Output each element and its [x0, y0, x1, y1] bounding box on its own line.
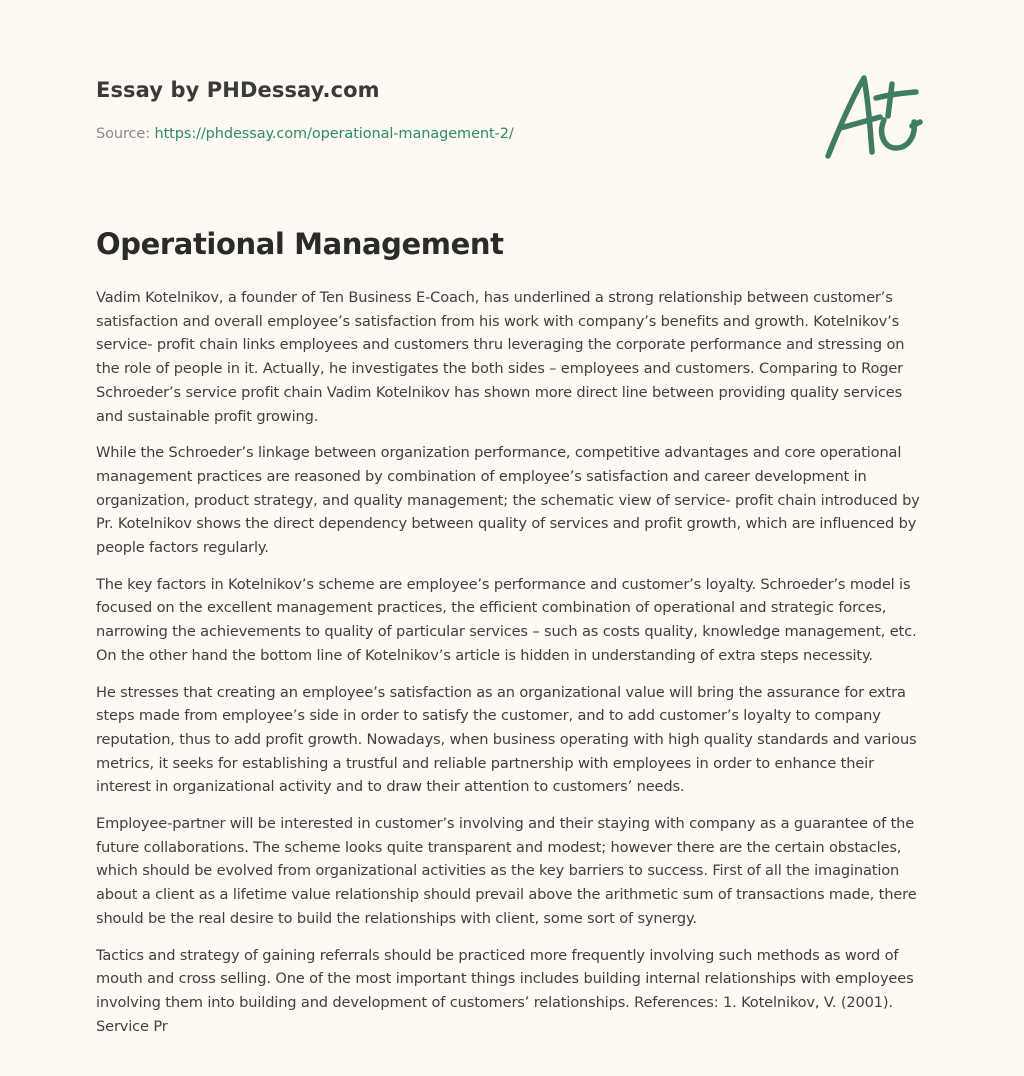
body-paragraph: Employee-partner will be interested in customer’s involving and their staying with company as a guarantee of the future collaborations. The scheme looks quite transparent and modest; however there are the certain obstacles, which should be evolved from organizational activities as the key barriers to success. First of all the imagination about a client as a lifetime value relationship should prevail above the arithmetic sum of transactions made, there should be the real desire to build the relationships with client, some sort of synergy. [96, 815, 917, 927]
essay-header [96, 74, 796, 144]
brand-title: Essay by PHDessay.com [96, 78, 380, 102]
a-plus-icon [818, 68, 930, 166]
source-line [96, 124, 796, 144]
body-paragraph: The key factors in Kotelnikov’s scheme are employee’s performance and customer’s loyalty. Schroeder’s model is focused on the excellent management practices, the efficient combination of operational and strategic forces, narrowing the achievements to quality of particular services – such as costs quality, knowledge management, etc. On the other hand the bottom line of Kotelnikov’s article is hidden in understanding of extra steps necessity. [96, 575, 917, 664]
source-link[interactable]: https://phdessay.com/operational-management-2/ [154, 126, 514, 142]
body-paragraph: Tactics and strategy of gaining referrals should be practiced more frequently involving such methods as word of mouth and cross selling. One of the most important things includes building internal relationships with employees involving them into building and development of customers’ relationships. References: 1. Kotelnikov, V. (2001). Service Pr [96, 946, 914, 1035]
body-paragraph: Vadim Kotelnikov, a founder of Ten Business E-Coach, has underlined a strong relationship between customer’s satisfaction and overall employee’s satisfaction from his work with company’s benefits and growth. Kotelnikov’s service- profit chain links employees and customers thru leveraging the corporate performance and stressing on the role of people in it. Actually, he investigates the both sides – employees and customers. Comparing to Roger Schroeder’s service profit chain Vadim Kotelnikov has shown more direct line between providing quality services and sustainable profit growing. [96, 289, 905, 425]
source-label: Source: [96, 126, 155, 142]
body-paragraph: He stresses that creating an employee’s satisfaction as an organizational value will bring the assurance for extra steps made from employee’s side in order to satisfy the customer, and to add customer’s loyalty to company reputation, thus to add profit growth. Nowadays, when business operating with high quality standards and various metrics, it seeks for establishing a trustful and reliable partnership with employees in order to enhance their interest in organizational activity and to draw their attention to customers’ needs. [96, 683, 917, 796]
body-paragraph: While the Schroeder’s linkage between organization performance, competitive advantages and core operational management practices are reasoned by combination of employee’s satisfaction and career development in organization, product strategy, and quality management; the schematic view of service- profit chain introduced by Pr. Kotelnikov shows the direct dependency between quality of services and profit growth, which are influenced by people factors regularly. [96, 444, 920, 557]
essay-title: Operational Management [96, 227, 504, 261]
essay-body [96, 286, 930, 1051]
